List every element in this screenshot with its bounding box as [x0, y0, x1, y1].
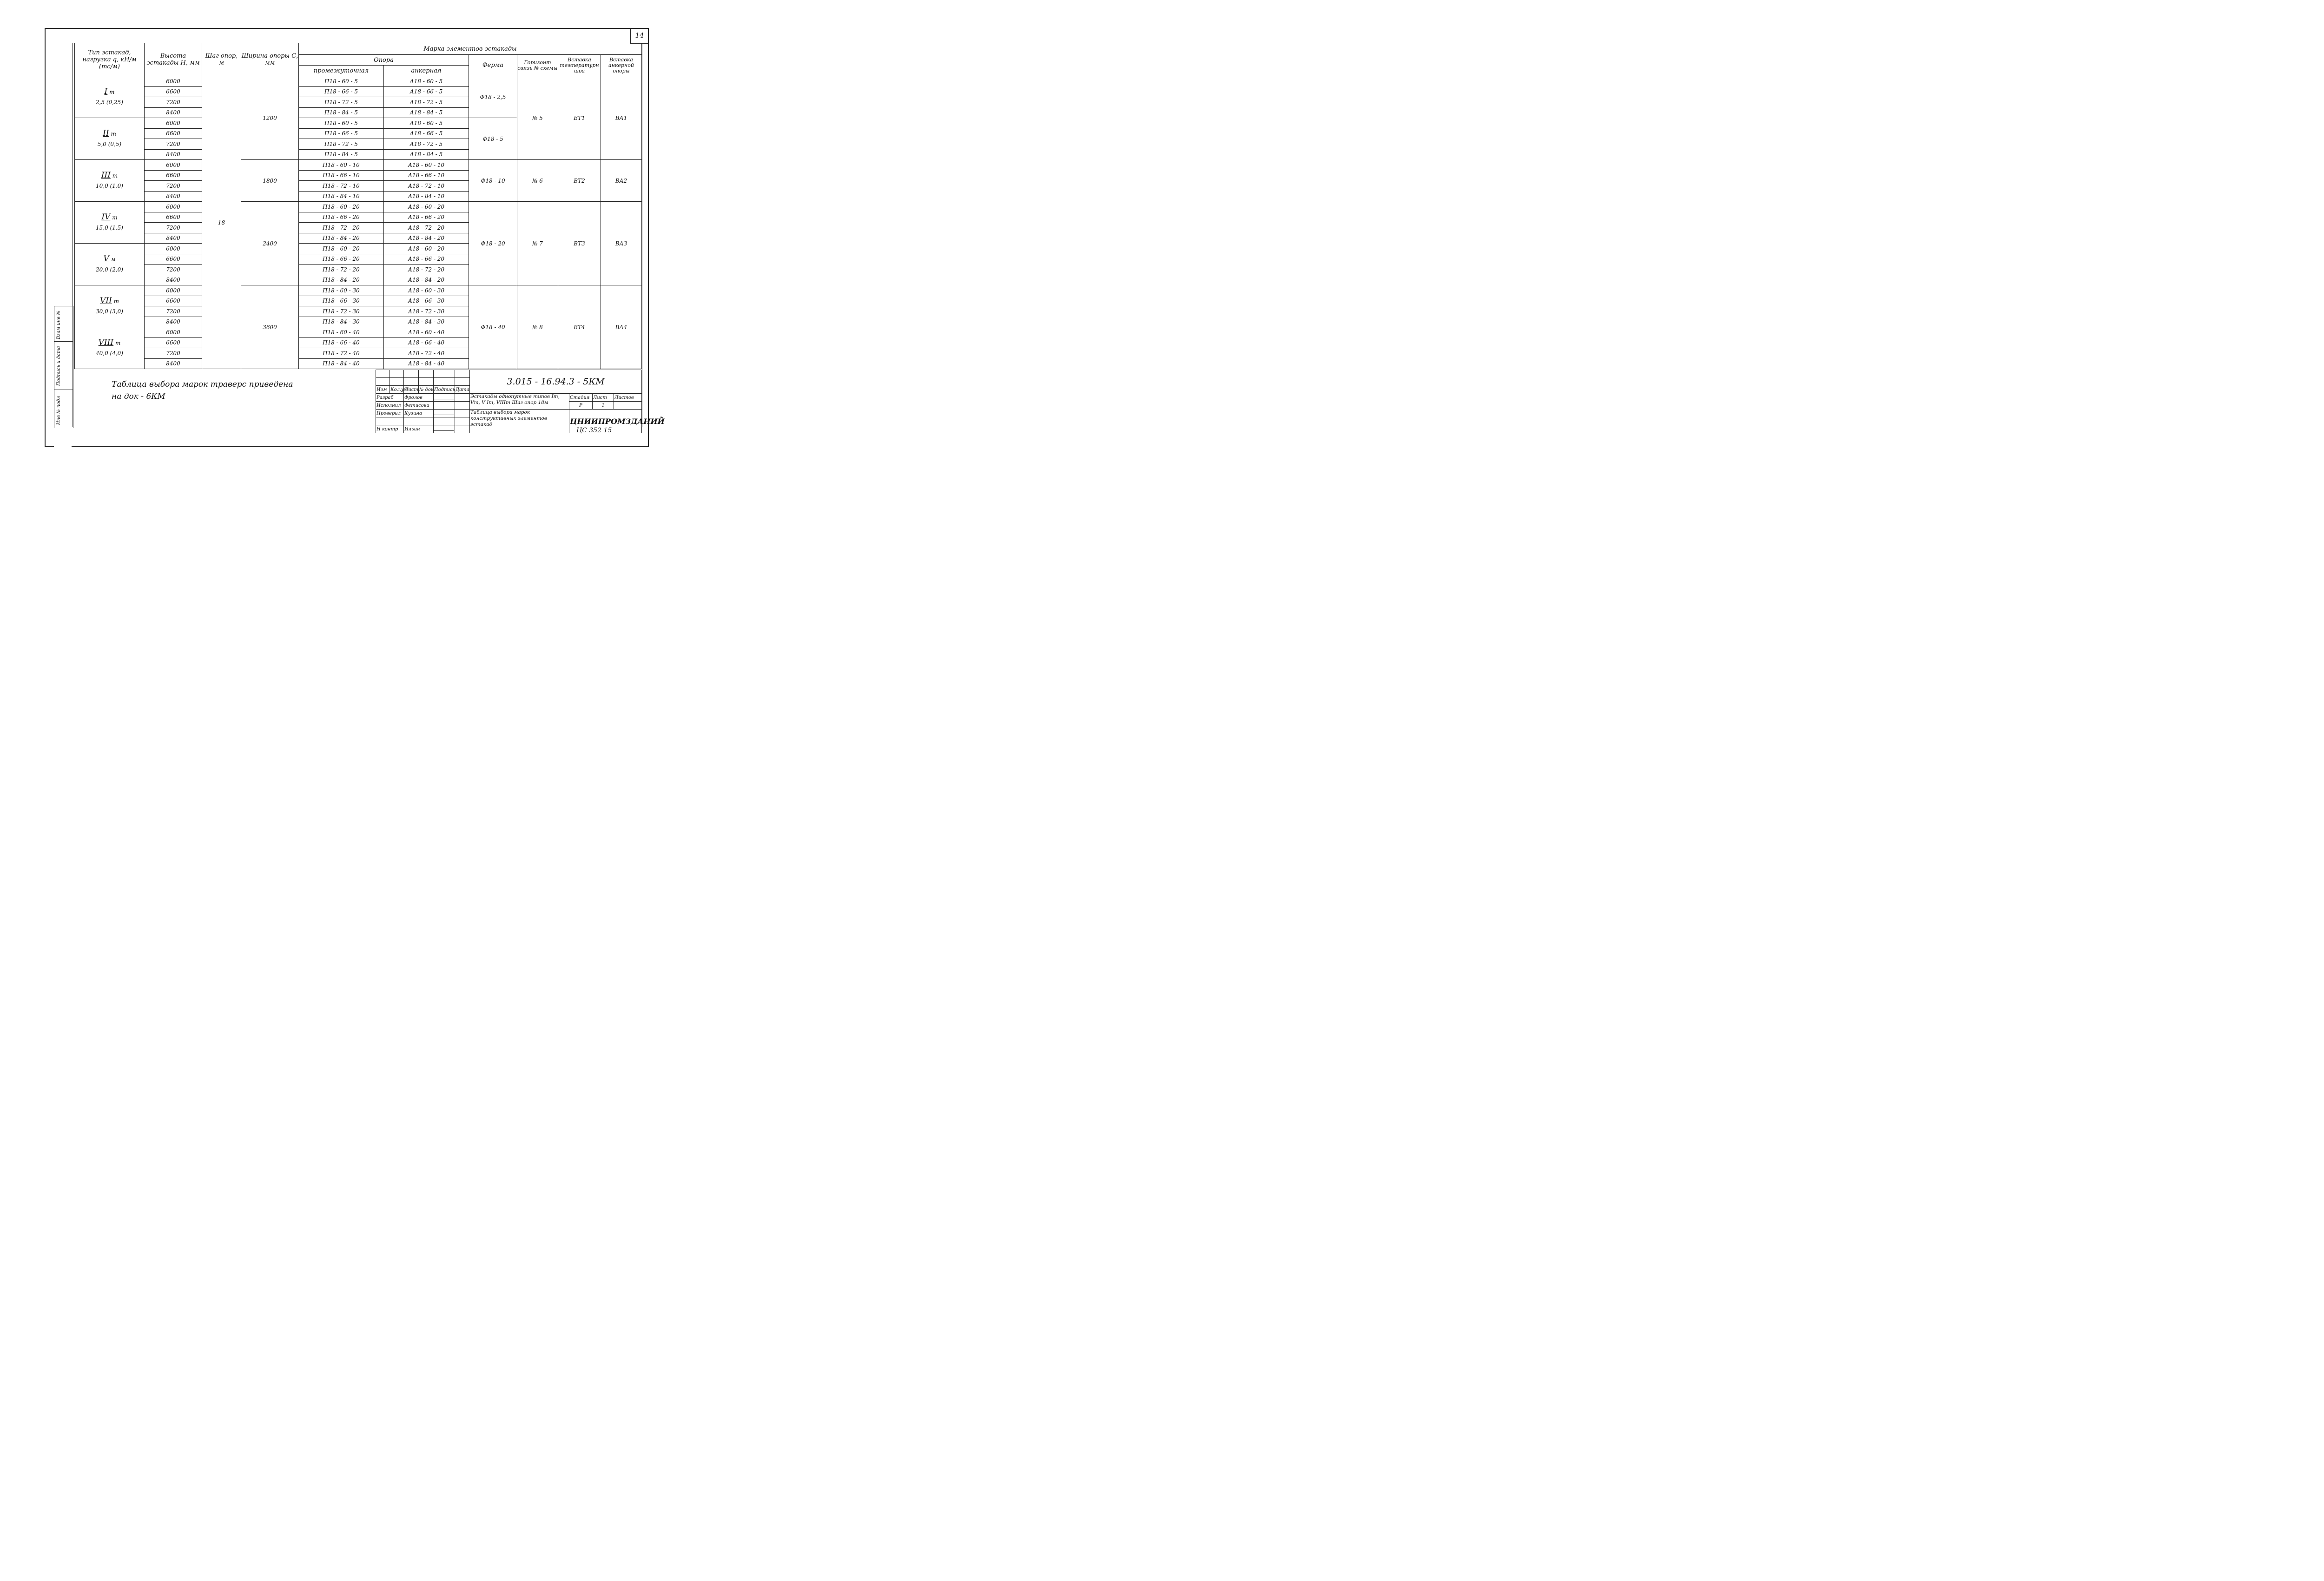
type-name	[75, 254, 144, 265]
height-cell: 6000	[145, 76, 202, 87]
height-cell: 8400	[145, 107, 202, 118]
anchor-cell: А18 - 60 - 10	[384, 160, 469, 171]
height-cell: 8400	[145, 358, 202, 369]
height-cell: 6600	[145, 296, 202, 306]
height-cell: 6600	[145, 212, 202, 223]
type-suffix: т	[111, 131, 116, 137]
height-cell: 7200	[145, 181, 202, 192]
anchor-cell: А18 - 84 - 5	[384, 107, 469, 118]
ferma-cell: Ф18 - 2,5	[469, 76, 517, 118]
role-ispolnil: Исполнил	[376, 402, 404, 410]
signature	[434, 402, 455, 410]
tb-h2: Лист	[404, 386, 419, 394]
anchor-cell: А18 - 72 - 20	[384, 223, 469, 233]
type-suffix: т	[109, 89, 115, 95]
tb-h3: № док	[419, 386, 434, 394]
anchor-cell: А18 - 60 - 30	[384, 285, 469, 296]
title-desc-2: Таблица выбора марок конструктивных элементов эстакад	[470, 410, 569, 433]
height-cell: 7200	[145, 265, 202, 275]
role-razrab: Разраб	[376, 394, 404, 402]
intermediate-cell: П18 - 72 - 5	[299, 97, 384, 108]
name-nkontr: Ильин	[404, 425, 434, 433]
height-cell: 6600	[145, 337, 202, 348]
type-cell	[75, 76, 145, 118]
intermediate-cell: П18 - 66 - 40	[299, 337, 384, 348]
height-cell: 6000	[145, 202, 202, 212]
width-cell: 2400	[241, 202, 299, 285]
header-opora: Опора	[299, 55, 469, 66]
anchor-cell: А18 - 84 - 40	[384, 358, 469, 369]
intermediate-cell: П18 - 66 - 30	[299, 296, 384, 306]
type-name	[75, 337, 144, 348]
intermediate-cell: П18 - 60 - 5	[299, 76, 384, 87]
height-cell: 8400	[145, 275, 202, 285]
anchor-cell: А18 - 84 - 30	[384, 317, 469, 327]
anchor-cell: А18 - 66 - 5	[384, 86, 469, 97]
height-cell: 6000	[145, 285, 202, 296]
anchor-cell: А18 - 84 - 20	[384, 275, 469, 285]
header-anchor: анкерная	[384, 66, 469, 76]
note-line-1: Таблица выбора марок траверс приведена	[112, 380, 293, 389]
intermediate-cell: П18 - 72 - 20	[299, 223, 384, 233]
height-cell: 7200	[145, 306, 202, 317]
intermediate-cell: П18 - 60 - 10	[299, 160, 384, 171]
header-height: Высота эстакады H, мм	[145, 43, 202, 76]
stadia-label: Стадия	[569, 394, 593, 402]
stadia-value: Р	[569, 402, 593, 410]
type-cell	[75, 118, 145, 160]
type-suffix: т	[112, 214, 118, 221]
header-horiz: Горизонт связь № схемы	[517, 55, 558, 76]
height-cell: 8400	[145, 317, 202, 327]
listov-label: Листов	[614, 394, 642, 402]
type-suffix: т	[113, 298, 119, 304]
list-value: 1	[593, 402, 614, 410]
width-cell: 1200	[241, 76, 299, 160]
archive-stamp: ЦС 352 15	[576, 427, 612, 434]
height-cell: 6600	[145, 254, 202, 265]
anchor-cell: А18 - 60 - 20	[384, 202, 469, 212]
intermediate-cell: П18 - 72 - 20	[299, 265, 384, 275]
anchor-cell: А18 - 66 - 20	[384, 254, 469, 265]
anchor-cell: А18 - 72 - 5	[384, 139, 469, 150]
height-cell: 8400	[145, 191, 202, 202]
anchor-cell: А18 - 66 - 30	[384, 296, 469, 306]
height-cell: 7200	[145, 97, 202, 108]
height-cell: 6000	[145, 327, 202, 338]
type-name	[75, 296, 144, 306]
va-cell: ВА2	[601, 160, 642, 202]
table-row	[75, 160, 642, 171]
header-step: Шаг опор, м	[202, 43, 241, 76]
type-load: 40,0 (4,0)	[96, 350, 123, 357]
height-cell: 7200	[145, 223, 202, 233]
anchor-cell: А18 - 60 - 5	[384, 76, 469, 87]
note	[112, 378, 293, 403]
intermediate-cell: П18 - 66 - 5	[299, 86, 384, 97]
type-roman: IV	[101, 212, 111, 222]
height-cell: 8400	[145, 149, 202, 160]
type-load: 2,5 (0,25)	[96, 99, 123, 106]
scheme-cell: № 7	[517, 202, 558, 285]
header-type: Тип эстакад, нагрузка q, кН/м (тс/м)	[75, 43, 145, 76]
anchor-cell: А18 - 66 - 40	[384, 337, 469, 348]
type-name	[75, 212, 144, 223]
anchor-cell: А18 - 60 - 40	[384, 327, 469, 338]
tb-h4: Подпись	[434, 386, 455, 394]
intermediate-cell: П18 - 84 - 20	[299, 233, 384, 244]
intermediate-cell: П18 - 60 - 20	[299, 244, 384, 254]
ferma-cell: Ф18 - 5	[469, 118, 517, 160]
header-vt: Вставка температурн шва	[558, 55, 601, 76]
intermediate-cell: П18 - 84 - 30	[299, 317, 384, 327]
vt-cell: ВТ1	[558, 76, 601, 160]
intermediate-cell: П18 - 72 - 30	[299, 306, 384, 317]
document-code: 3.015 - 16.94.3 - 5КМ	[470, 370, 642, 394]
side-label-inv: Инв № подл	[56, 396, 61, 425]
anchor-cell: А18 - 72 - 20	[384, 265, 469, 275]
intermediate-cell: П18 - 84 - 20	[299, 275, 384, 285]
sheet-number: 14	[630, 29, 648, 44]
type-load: 20,0 (2,0)	[96, 266, 123, 273]
name-proveril: Кузина	[404, 410, 434, 417]
height-cell: 6000	[145, 160, 202, 171]
ferma-cell: Ф18 - 40	[469, 285, 517, 369]
anchor-cell: А18 - 84 - 10	[384, 191, 469, 202]
header-intermediate: промежуточная	[299, 66, 384, 76]
intermediate-cell: П18 - 84 - 5	[299, 149, 384, 160]
signature	[434, 425, 455, 433]
tb-h1: Кол.уч	[390, 386, 404, 394]
vt-cell: ВТ4	[558, 285, 601, 369]
intermediate-cell: П18 - 72 - 5	[299, 139, 384, 150]
table-row	[75, 285, 642, 296]
anchor-cell: А18 - 72 - 10	[384, 181, 469, 192]
signature	[434, 394, 455, 402]
va-cell: ВА4	[601, 285, 642, 369]
side-stamp	[54, 306, 73, 428]
height-cell: 6600	[145, 86, 202, 97]
anchor-cell: А18 - 72 - 40	[384, 348, 469, 359]
type-name	[75, 86, 144, 97]
intermediate-cell: П18 - 60 - 20	[299, 202, 384, 212]
vt-cell: ВТ3	[558, 202, 601, 285]
header-width: Ширина опоры С, мм	[241, 43, 299, 76]
type-cell	[75, 327, 145, 369]
intermediate-cell: П18 - 84 - 5	[299, 107, 384, 118]
anchor-cell: А18 - 66 - 5	[384, 128, 469, 139]
type-roman: II	[103, 129, 109, 138]
role-nkontr: Н контр	[376, 425, 404, 433]
scheme-cell: № 5	[517, 76, 558, 160]
frame-left-line	[45, 28, 46, 446]
type-cell	[75, 285, 145, 327]
note-line-2: на док - 6КМ	[112, 392, 165, 401]
type-load: 15,0 (1,5)	[96, 225, 123, 231]
organization: ЦНИИПРОМЗДАНИЙ	[569, 410, 642, 433]
anchor-cell: А18 - 84 - 20	[384, 233, 469, 244]
step-cell: 18	[202, 76, 241, 369]
width-cell: 3600	[241, 285, 299, 369]
side-label-podpis: Подпись и дата	[56, 346, 61, 386]
height-cell: 6600	[145, 128, 202, 139]
va-cell: ВА3	[601, 202, 642, 285]
type-suffix: м	[111, 256, 116, 263]
type-suffix: т	[112, 172, 118, 179]
type-load: 30,0 (3,0)	[96, 308, 123, 315]
frame-bottom-line-right	[72, 446, 649, 447]
type-name	[75, 170, 144, 181]
ferma-cell: Ф18 - 20	[469, 202, 517, 285]
intermediate-cell: П18 - 72 - 40	[299, 348, 384, 359]
ferma-cell: Ф18 - 10	[469, 160, 517, 202]
anchor-cell: А18 - 66 - 20	[384, 212, 469, 223]
name-razrab: Фролов	[404, 394, 434, 402]
width-cell: 1800	[241, 160, 299, 202]
intermediate-cell: П18 - 66 - 10	[299, 170, 384, 181]
role-proveril: Проверил	[376, 410, 404, 417]
tb-h5: Дата	[455, 386, 470, 394]
scheme-cell: № 6	[517, 160, 558, 202]
type-roman: I	[104, 87, 108, 96]
intermediate-cell: П18 - 84 - 10	[299, 191, 384, 202]
anchor-cell: А18 - 60 - 5	[384, 118, 469, 129]
type-load: 5,0 (0,5)	[97, 141, 122, 147]
type-roman: VII	[100, 296, 112, 305]
type-cell	[75, 244, 145, 285]
signature	[434, 410, 455, 417]
header-ferma: Ферма	[469, 55, 517, 76]
height-cell: 6600	[145, 170, 202, 181]
anchor-cell: А18 - 72 - 30	[384, 306, 469, 317]
side-label-vzam: Взам инв №	[56, 311, 61, 339]
type-cell	[75, 202, 145, 244]
height-cell: 6000	[145, 118, 202, 129]
intermediate-cell: П18 - 84 - 40	[299, 358, 384, 369]
height-cell: 7200	[145, 348, 202, 359]
anchor-cell: А18 - 72 - 5	[384, 97, 469, 108]
title-desc-1: Эстакады однопутные типов Iт, Vт, V Iт, VIIIт Шаг опор 18м	[470, 394, 569, 410]
vt-cell: ВТ2	[558, 160, 601, 202]
intermediate-cell: П18 - 66 - 20	[299, 212, 384, 223]
type-suffix: т	[115, 340, 121, 346]
type-roman: VIII	[98, 338, 114, 347]
header-va: Вставка анкерной опоры	[601, 55, 642, 76]
type-roman: III	[101, 171, 111, 180]
table-row	[75, 202, 642, 212]
type-name	[75, 128, 144, 139]
frame-bottom-line	[45, 446, 54, 447]
intermediate-cell: П18 - 60 - 30	[299, 285, 384, 296]
name-ispolnil: Фетисова	[404, 402, 434, 410]
selection-table	[74, 43, 642, 369]
va-cell: ВА1	[601, 76, 642, 160]
anchor-cell: А18 - 60 - 20	[384, 244, 469, 254]
height-cell: 6000	[145, 244, 202, 254]
scheme-cell: № 8	[517, 285, 558, 369]
table-row	[75, 76, 642, 87]
list-label: Лист	[593, 394, 614, 402]
type-cell	[75, 160, 145, 202]
tb-h0: Изм	[376, 386, 390, 394]
intermediate-cell: П18 - 66 - 20	[299, 254, 384, 265]
type-roman: V	[103, 254, 109, 264]
header-marka: Марка элементов эстакады	[299, 43, 642, 55]
height-cell: 7200	[145, 139, 202, 150]
anchor-cell: А18 - 84 - 5	[384, 149, 469, 160]
type-load: 10,0 (1,0)	[96, 183, 123, 189]
intermediate-cell: П18 - 60 - 40	[299, 327, 384, 338]
intermediate-cell: П18 - 66 - 5	[299, 128, 384, 139]
height-cell: 8400	[145, 233, 202, 244]
anchor-cell: А18 - 66 - 10	[384, 170, 469, 181]
intermediate-cell: П18 - 60 - 5	[299, 118, 384, 129]
intermediate-cell: П18 - 72 - 10	[299, 181, 384, 192]
